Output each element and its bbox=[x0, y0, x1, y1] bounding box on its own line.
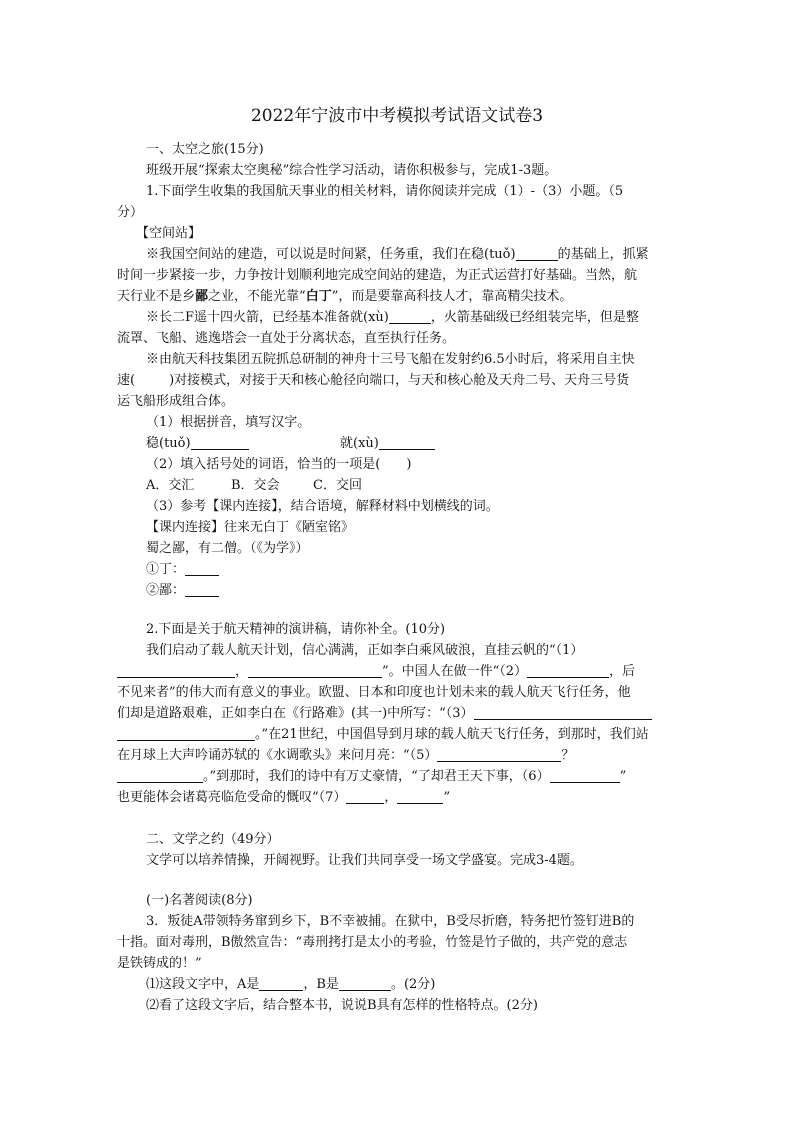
q2-line6-text: 在月球上大声吟诵苏轼的《水调歌头》来问月亮：“（5） bbox=[117, 748, 438, 763]
sub1-question: （1）根据拼音，填写汉字。 bbox=[146, 415, 311, 430]
q2-line5 bbox=[117, 725, 649, 745]
sub1-answer-a bbox=[146, 434, 249, 454]
para3-line2-a: 速( bbox=[117, 373, 136, 388]
sub1-answer-b bbox=[340, 434, 435, 454]
q2-heading: 2.下面是关于航天精神的演讲稿，请你补全。(10分) bbox=[146, 622, 446, 637]
q2-line2-end: ，后 bbox=[609, 664, 636, 679]
q2-line6-end: ？ bbox=[561, 748, 575, 763]
para1-text-a: ※我国空间站的建造，可以说是时间紧，任务重，我们在稳(tuǒ) bbox=[146, 247, 516, 262]
blank-3[interactable] bbox=[474, 705, 652, 720]
link-tag: 【课内连接】往来无白丁《陋室铭》 bbox=[146, 520, 355, 535]
answer-bi bbox=[146, 581, 219, 601]
para1-line1 bbox=[146, 245, 649, 265]
q2-line7-text: 。”到那时，我们的诗中有万丈豪情，“了却君王天下事，（6） bbox=[203, 769, 550, 784]
section2-intro: 文学可以培养情操，开阔视野。让我们共同享受一场文学盛宴。完成3-4题。 bbox=[146, 853, 583, 868]
blank-7a[interactable] bbox=[346, 789, 384, 804]
sub2-question: （2）填入括号处的词语，恰当的一项是( ) bbox=[146, 457, 412, 472]
q3-sub1-a: ⑴这段文字中，A是 bbox=[146, 977, 260, 992]
para1-line2: 时间一步紧接一步，力争按计划顺利地完成空间站的建造，为正式运营打好基础。当然，航 bbox=[117, 268, 638, 283]
section1-heading: 一、太空之旅(15分) bbox=[146, 142, 264, 157]
blank-tuo[interactable] bbox=[516, 246, 558, 261]
q2-line2: ， ”。中国人在做一件“（2） ，后 bbox=[117, 662, 635, 682]
para2-text-b: ，火箭基础级已经组装完毕，但是整 bbox=[430, 310, 639, 325]
para3-line2-b: )对接模式，对接于天和核心舱径向端口，与天和核心舱及天舟二号、天舟三号货 bbox=[169, 373, 630, 388]
sub1-label-b: 就(xù) bbox=[340, 436, 379, 451]
blank-xu[interactable] bbox=[389, 309, 431, 324]
q2-line4-text: 们却是道路艰难，正如李白在《行路难》(其一)中所写：“（3） bbox=[117, 706, 474, 721]
blank-4[interactable] bbox=[117, 726, 255, 741]
para1-line3-c: ”，而是要靠高科技人才，靠高精尖技术。 bbox=[331, 289, 573, 304]
sub1-label-a: 稳(tuǒ) bbox=[146, 436, 191, 451]
q2-line3: 不见来者”的伟大而有意义的事业。欧盟、日本和印度也计划未来的载人航天飞行任务，他 bbox=[117, 685, 631, 700]
blank-a[interactable] bbox=[259, 976, 303, 991]
q2-line2-text: ”。中国人在做一件“（2） bbox=[382, 664, 528, 679]
q2-line8 bbox=[117, 788, 450, 808]
page-title: 2022年宁波市中考模拟考试语文试卷3 bbox=[250, 106, 544, 126]
answer-blank-ding[interactable] bbox=[185, 561, 219, 576]
para2-line2: 流罩、飞船、逃逸塔会一直处于分离状态，直至执行任务。 bbox=[117, 331, 456, 346]
q2-line1: 我们启动了载人航天计划，信心满满，正如李白乘风破浪，直挂云帆的“（1） bbox=[146, 643, 584, 658]
q3-sub1-c: 。(2分) bbox=[390, 977, 436, 992]
option-a[interactable]: A．交汇 bbox=[146, 478, 195, 493]
q2-line8-end: ” bbox=[443, 790, 451, 805]
answer-ding-label: ①丁： bbox=[146, 562, 186, 577]
answer-bi-label: ②鄙： bbox=[146, 583, 186, 598]
sub3-question: （3）参考【课内连接】，结合语境，解释材料中划横线的词。 bbox=[146, 499, 499, 514]
q2-line8-text: 也更能体会诸葛亮临危受命的慨叹“（7） bbox=[117, 790, 347, 805]
q3-line1: 3．叛徒A带领特务窜到乡下，B不幸被捕。在狱中，B受尽折磨，特务把竹签钉进B的 bbox=[146, 914, 635, 929]
para2-line1 bbox=[146, 308, 639, 328]
answer-blank-tuo[interactable] bbox=[191, 435, 249, 450]
section1-intro: 班级开展“探索太空奥秘”综合性学习活动，请你积极参与，完成1-3题。 bbox=[146, 163, 558, 178]
answer-ding bbox=[146, 560, 219, 580]
para1-line3-b: 之业，不能光靠“ bbox=[208, 289, 306, 304]
q1-line2: 分） bbox=[117, 205, 144, 220]
blank-6[interactable] bbox=[550, 768, 620, 783]
q3-line2: 十指。面对毒刑，B傲然宣告：“毒刑拷打是太小的考验，竹签是竹子做的，共产党的意志 bbox=[117, 935, 628, 950]
para2-text-a: ※长二F遥十四火箭，已经基本准备就(xù) bbox=[146, 310, 389, 325]
para1-line3 bbox=[117, 287, 572, 307]
blank-5a[interactable] bbox=[437, 747, 561, 762]
q2-line8-comma: ， bbox=[384, 790, 398, 805]
para1-text-b: 的基础上，抓紧 bbox=[557, 247, 649, 262]
underlined-word-bi: 鄙 bbox=[195, 289, 209, 304]
blank-5b[interactable] bbox=[117, 768, 203, 783]
q3-sub1 bbox=[146, 975, 435, 995]
q3-sub1-b: ，B是 bbox=[303, 977, 339, 992]
section2-heading: 二、文学之约（49分） bbox=[146, 832, 280, 847]
blank-1b[interactable] bbox=[248, 663, 382, 678]
para1-line3-a: 天行业不是乡 bbox=[117, 289, 196, 304]
q2-line5-text: 。”在21世纪，中国倡导到月球的载人航天飞行任务，到那时，我们站 bbox=[255, 727, 649, 742]
q3-sub2: ⑵看了这段文字后，结合整本书，说说B具有怎样的性格特点。(2分) bbox=[146, 998, 538, 1013]
q1-line1: 1.下面学生收集的我国航天事业的相关材料，请你阅读并完成（1）-（3）小题。（5 bbox=[146, 184, 624, 199]
option-c[interactable]: C．交回 bbox=[313, 478, 362, 493]
answer-blank-xu[interactable] bbox=[379, 435, 435, 450]
blank-7b[interactable] bbox=[397, 789, 443, 804]
q2-line4 bbox=[117, 704, 652, 724]
para3-line3: 运飞船形成组合体。 bbox=[117, 394, 235, 409]
blank-1a[interactable] bbox=[117, 663, 235, 678]
para3-line1: ※由航天科技集团五院抓总研制的神舟十三号飞船在发射约6.5小时后，将采用自主快 bbox=[146, 352, 635, 367]
link-quote: 蜀之鄙，有二僧。（《为学》） bbox=[146, 541, 309, 556]
q3-line3: 是铁铸成的！” bbox=[117, 956, 202, 971]
option-b[interactable]: B．交会 bbox=[231, 478, 280, 493]
answer-blank-bi[interactable] bbox=[185, 582, 219, 597]
blank-b[interactable] bbox=[339, 976, 391, 991]
blank-2[interactable] bbox=[527, 663, 609, 678]
q2-line6 bbox=[117, 746, 574, 766]
subsection-heading: (一)名著阅读(8分) bbox=[146, 893, 253, 908]
underlined-word-baiding: 白丁 bbox=[305, 289, 332, 304]
q2-line7 bbox=[117, 767, 626, 787]
para3-line2 bbox=[117, 371, 629, 391]
station-tag: 【空间站】 bbox=[136, 226, 202, 241]
q2-line7-end: ” bbox=[619, 769, 627, 784]
